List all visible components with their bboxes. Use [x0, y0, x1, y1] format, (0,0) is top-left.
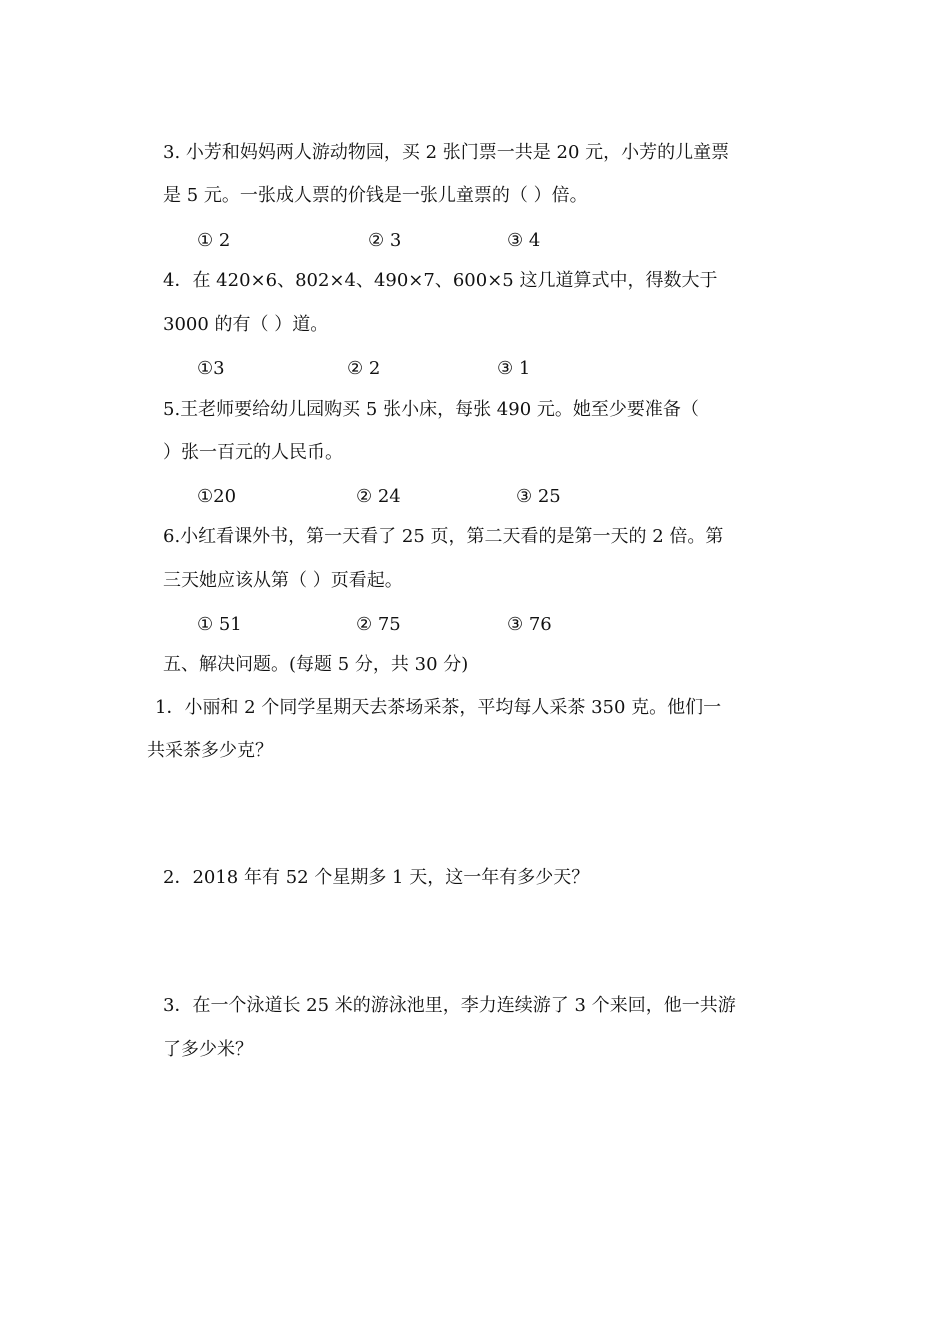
q6-option-1: ① 51: [197, 614, 242, 635]
q4-option-3: ③ 1: [497, 358, 531, 379]
q3-text-line1: 3. 小芳和妈妈两人游动物园，买 2 张门票一共是 20 元，小芳的儿童票: [163, 142, 730, 163]
q3-option-3: ③ 4: [507, 230, 541, 251]
problem1-text-line1: 1．小丽和 2 个同学星期天去茶场采茶，平均每人采茶 350 克。他们一: [155, 697, 722, 718]
q3-text-line2: 是 5 元。一张成人票的价钱是一张儿童票的（ ）倍。: [163, 185, 588, 206]
q5-option-3: ③ 25: [516, 486, 561, 507]
q5-text-line2: ）张一百元的人民币。: [163, 442, 343, 463]
q5-text-line1: 5.王老师要给幼儿园购买 5 张小床，每张 490 元。她至少要准备（: [163, 399, 699, 420]
q6-text-line2: 三天她应该从第（ ）页看起。: [163, 570, 403, 591]
q4-option-2: ② 2: [347, 358, 381, 379]
q4-text-line2: 3000 的有（ ）道。: [163, 314, 329, 335]
q3-option-1: ① 2: [197, 230, 231, 251]
section5-heading: 五、解决问题。(每题 5 分，共 30 分): [163, 654, 469, 675]
q4-text-line1: 4．在 420×6、802×4、490×7、600×5 这几道算式中，得数大于: [163, 270, 718, 291]
q6-option-3: ③ 76: [507, 614, 552, 635]
q3-option-2: ② 3: [368, 230, 402, 251]
q5-option-2: ② 24: [356, 486, 401, 507]
q4-option-1: ①3: [197, 358, 225, 379]
problem3-text-line2: 了多少米？: [163, 1039, 253, 1060]
problem1-text-line2: 共采茶多少克？: [147, 740, 273, 761]
q6-option-2: ② 75: [356, 614, 401, 635]
q5-option-1: ①20: [197, 486, 237, 507]
problem3-text-line1: 3．在一个泳道长 25 米的游泳池里，李力连续游了 3 个来回，他一共游: [163, 995, 736, 1016]
problem2-text-line1: 2．2018 年有 52 个星期多 1 天，这一年有多少天？: [163, 867, 590, 888]
q6-text-line1: 6.小红看课外书，第一天看了 25 页，第二天看的是第一天的 2 倍。第: [163, 526, 724, 547]
